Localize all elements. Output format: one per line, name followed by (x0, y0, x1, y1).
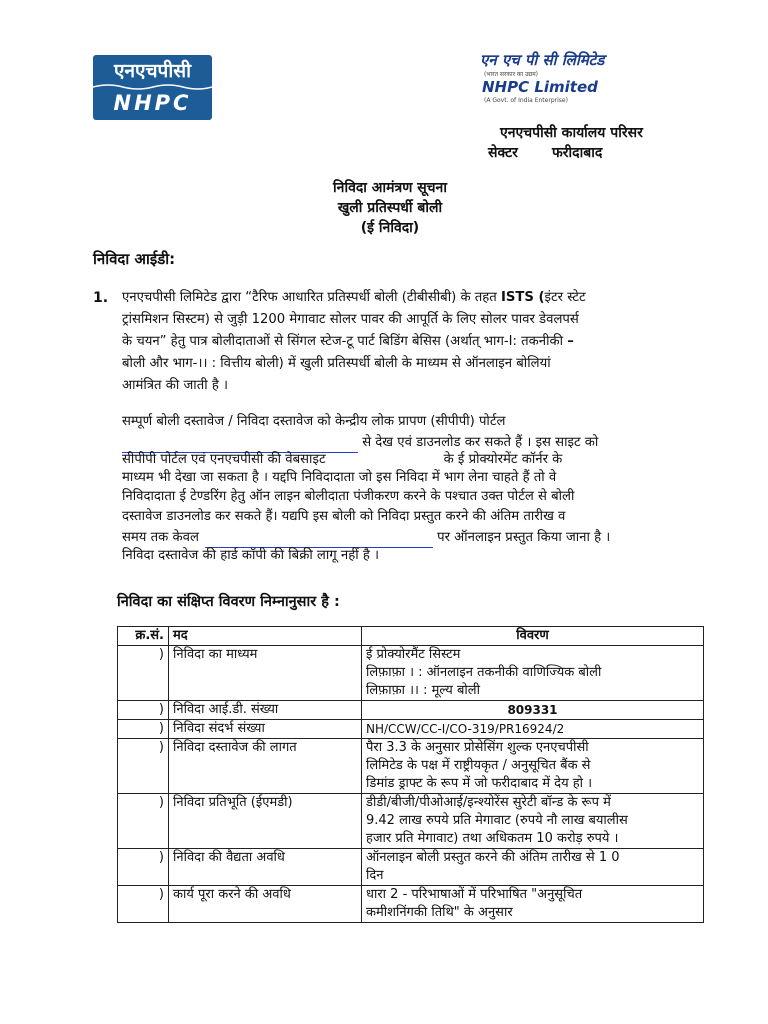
detail-line: दिन (366, 868, 384, 883)
para2-line-8: निविदा दस्तावेज की हार्ड कॉपी की बिक्री लागू नहीं है । (122, 548, 380, 563)
summary-heading: निविदा का संक्षिप्त विवरण निम्नानुसार है : (117, 594, 340, 610)
brand-english: NHPC Limited (482, 78, 598, 96)
para2-line-7b: पर ऑनलाइन प्रस्तुत किया जाना है । (432, 530, 611, 545)
row-detail: 809331 (362, 701, 704, 720)
detail-line: लिफ़ाफ़ा ।। : मूल्य बोली (366, 683, 480, 698)
nhpc-logo (93, 55, 212, 120)
website-link-blank[interactable] (326, 450, 444, 470)
detail-line: हजार प्रति मेगावाट) तथा अधिकतम 10 करोड़ रुपये । (366, 831, 619, 846)
table-row (118, 794, 704, 849)
detail-line: कमीशनिंगकी तिथि" के अनुसार (366, 905, 513, 920)
row-detail (362, 646, 704, 701)
para2-line-3 (122, 450, 687, 470)
para1-line-1a: एनएचपीसी लिमिटेड द्वारा “टैरिफ आधारित प्रतिस्पर्धी बोली (टीबीसीबी) के तहत (122, 290, 502, 305)
table-row (118, 720, 704, 739)
office-line-1: एनएचपीसी कार्यालय परिसर (500, 125, 643, 141)
detail-line: लिफ़ाफ़ा । : ऑनलाइन तकनीकी वाणिज्यिक बोली (366, 665, 602, 680)
detail-line: पैरा 3.3 के अनुसार प्रोसेसिंग शुल्क एनएचपीसी (366, 740, 589, 755)
para1-dash: – (567, 334, 574, 349)
table-row (118, 849, 704, 886)
table-header-row (118, 627, 704, 646)
row-detail (362, 886, 704, 923)
detail-line: लिमिटेड के पक्ष में राष्ट्रीयकृत / अनुसूचित बैंक से (366, 758, 591, 773)
para1-line-5: आमंत्रित की जाती है । (122, 378, 229, 393)
row-sn: ) (118, 720, 169, 739)
detail-line: ऑनलाइन बोली प्रस्तुत करने की अंतिम तारीख से 1 0 (366, 850, 620, 865)
brand-tagline: (भारत सरकार का उद्यम) (484, 71, 538, 78)
para1-line-1c: इंटर स्टेट (544, 290, 586, 305)
header-item: मद (169, 627, 362, 646)
title-line-1: निविदा आमंत्रण सूचना (333, 180, 447, 196)
brand-hindi: एन एच पी सी लिमिटेड (480, 51, 605, 69)
detail-line: 9.42 लाख रुपये प्रति मेगावाट (रुपये नौ लाख बयालीस (366, 813, 628, 828)
para1-ists: ISTS ( (501, 290, 545, 305)
row-sn: ) (118, 739, 169, 794)
header-detail: विवरण (362, 627, 704, 646)
para2-line-6: दस्तावेज डाउनलोड कर सकते हैं। यद्यपि इस बोली को निविदा प्रस्तुत करने की अंतिम तारीख व (122, 509, 566, 524)
row-item: निविदा प्रतिभूति (ईएमडी) (169, 794, 362, 849)
logo-hindi-text: एनएचपीसी (113, 60, 192, 82)
logo-english-text: NHPC (113, 91, 192, 115)
submission-portal-link[interactable] (205, 527, 433, 548)
para2-line-7a: समय तक केवल (122, 530, 199, 545)
para2-line-3a: सीपीपी पोर्टल एवं एनएचपीसी की वेबसाइट (122, 452, 326, 467)
para2-line-5: निविदादाता ई टेण्डरिंग हेतु ऑन लाइन बोलीदाता पंजीकरण करने के पश्चात उक्त पोर्टल से बोली (122, 489, 575, 504)
row-item: निविदा संदर्भ संख्या (169, 720, 362, 739)
table-row (118, 701, 704, 720)
logo-wave-icon (93, 83, 212, 91)
para-number: 1. (93, 290, 109, 306)
tender-id-label: निविदा आईडी: (93, 250, 176, 268)
table-row (118, 886, 704, 923)
row-item: निविदा की वैद्यता अवधि (169, 849, 362, 886)
para1-line-3 (122, 332, 687, 352)
row-item: निविदा दस्तावेज की लागत (169, 739, 362, 794)
para2-line-1: सम्पूर्ण बोली दस्तावेज / निविदा दस्तावेज को केन्द्रीय लोक प्रापण (सीपीपी) पोर्टल (122, 414, 506, 429)
para2-line-2-text: से देख एवं डाउनलोड कर सकते हैं । इस साइट को (358, 435, 599, 450)
row-sn: ) (118, 701, 169, 720)
title-line-3: (ई निविदा) (360, 220, 420, 236)
row-item: निविदा आई.डी. संख्या (169, 701, 362, 720)
para1-line-4: बोली और भाग-।। : वित्तीय बोली) में खुली प्रतिस्पर्धी बोली के माध्यम से ऑनलाइन बोलियां (122, 356, 551, 371)
para2-line-3b: के ई प्रोक्योरमेंट कॉर्नर के (443, 452, 563, 467)
detail-line: ई प्रोक्योरमैंट सिस्टम (366, 647, 461, 662)
detail-line: डीडी/बीजी/पीओआई/इन्श्योरेंस सुरेटी बॉन्ड के रूप में (366, 795, 611, 810)
row-detail (362, 739, 704, 794)
detail-line: डिमांड ड्राफ्ट के रूप में जो फरीदाबाद में देय हो । (366, 776, 593, 791)
detail-line: धारा 2 - परिभाषाओं में परिभाषित "अनुसूचित (366, 887, 583, 902)
row-detail (362, 794, 704, 849)
para1-line-3a: के चयन” हेतु पात्र बोलीदाताओं से सिंगल स्टेज-टू पार्ट बिडिंग बेसिस (अर्थात् भाग-I: तकनीकी (122, 334, 568, 349)
row-sn: ) (118, 886, 169, 923)
para2-line-7 (122, 527, 610, 548)
brand-subtitle: (A Govt. of India Enterprise) (484, 97, 568, 104)
row-sn: ) (118, 646, 169, 701)
row-item: कार्य पूरा करने की अवधि (169, 886, 362, 923)
row-sn: ) (118, 849, 169, 886)
header-sn: क्र.सं. (118, 627, 169, 646)
row-item: निविदा का माध्यम (169, 646, 362, 701)
summary-table (117, 626, 704, 923)
para1-line-2: ट्रांसमिशन सिस्टम) से जुड़ी 1200 मेगावाट सोलर पावर की आपूर्ति के लिए सोलर पावर डेवलपर्स (122, 312, 579, 327)
table-row (118, 646, 704, 701)
row-detail (362, 849, 704, 886)
row-detail: NH/CCW/CC-I/CO-319/PR16924/2 (362, 720, 704, 739)
office-line-2: सेक्टर फरीदाबाद (488, 145, 603, 161)
title-line-2: खुली प्रतिस्पर्धी बोली (337, 200, 443, 216)
para1-line-1 (122, 288, 687, 308)
table-row (118, 739, 704, 794)
para2-line-4: माध्यम भी देखा जा सकता है । यद्दपि निविदादाता जो इस निविदा में भाग लेना चाहते हैं तो वे (122, 470, 557, 485)
row-sn: ) (118, 794, 169, 849)
